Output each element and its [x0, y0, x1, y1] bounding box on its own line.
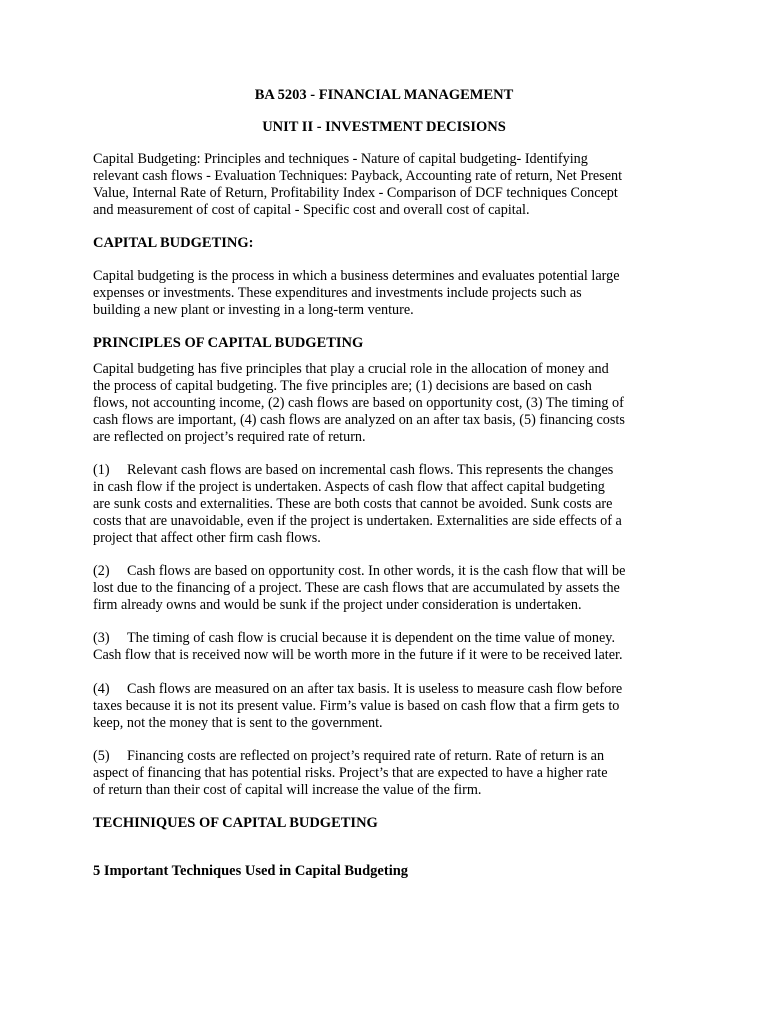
item-text: Cash flows are based on opportunity cost. In other words, it is the cash flow that will be	[127, 563, 626, 579]
text-line: keep, not the money that is sent to the government.	[93, 714, 383, 731]
text-line: the process of capital budgeting. The five principles are; (1) decisions are based on cash	[93, 377, 592, 394]
text-line: Value, Internal Rate of Return, Profitability Index - Comparison of DCF techniques Concept	[93, 184, 618, 201]
text-line: expenses or investments. These expenditures and investments include projects such as	[93, 284, 582, 301]
item-number: (1)	[93, 462, 110, 478]
text-line: aspect of financing that has potential risks. Project’s that are expected to have a higher rate	[93, 764, 608, 781]
techniques-heading: TECHINIQUES OF CAPITAL BUDGETING	[93, 815, 378, 831]
text-line: are reflected on project’s required rate of return.	[93, 428, 366, 445]
text-line: of return than their cost of capital will increase the value of the firm.	[93, 781, 482, 798]
text-line: lost due to the financing of a project. These are cash flows that are accumulated by assets the	[93, 579, 620, 596]
principle-item-1	[93, 462, 683, 547]
principle-item-2	[93, 563, 683, 614]
principles-heading: PRINCIPLES OF CAPITAL BUDGETING	[93, 335, 364, 351]
syllabus-paragraph	[93, 151, 683, 219]
document-title: BA 5203 - FINANCIAL MANAGEMENT	[254, 87, 514, 103]
text-line	[93, 748, 683, 765]
text-line: are sunk costs and externalities. These are both costs that cannot be avoided. Sunk costs are	[93, 495, 613, 512]
capital-budgeting-definition	[93, 268, 683, 319]
text-line: Cash flow that is received now will be worth more in the future if it were to be received later.	[93, 646, 623, 663]
text-line: flows, not accounting income, (2) cash flows are based on opportunity cost, (3) The timing of	[93, 394, 624, 411]
text-line: relevant cash flows - Evaluation Techniques: Payback, Accounting rate of return, Net Present	[93, 167, 623, 184]
principles-intro	[93, 361, 683, 446]
principle-item-3	[93, 630, 683, 664]
text-line: Capital budgeting has five principles that play a crucial role in the allocation of money and	[93, 361, 609, 377]
text-line	[93, 630, 683, 647]
text-line: Capital Budgeting: Principles and techniques - Nature of capital budgeting- Identifying	[93, 151, 588, 167]
text-line: Capital budgeting is the process in which a business determines and evaluates potential large	[93, 268, 620, 284]
text-line: and measurement of cost of capital - Specific cost and overall cost of capital.	[93, 201, 530, 218]
text-line: project that affect other firm cash flows.	[93, 529, 321, 546]
item-text: Financing costs are reflected on project’s required rate of return. Rate of return is an	[127, 748, 605, 764]
item-text: Relevant cash flows are based on incremental cash flows. This represents the changes	[127, 462, 614, 478]
text-line	[93, 563, 683, 580]
principle-item-5	[93, 748, 683, 799]
item-number: (3)	[93, 630, 110, 646]
text-line: costs that are unavoidable, even if the project is undertaken. Externalities are side effects of a	[93, 512, 622, 529]
principle-item-4	[93, 681, 683, 732]
text-line	[93, 681, 683, 698]
text-line: in cash flow if the project is undertaken. Aspects of cash flow that affect capital budgeting	[93, 478, 605, 495]
text-line: firm already owns and would be sunk if the project under consideration is undertaken.	[93, 596, 582, 613]
unit-title: UNIT II - INVESTMENT DECISIONS	[262, 119, 506, 135]
item-number: (2)	[93, 563, 110, 579]
item-number: (5)	[93, 748, 110, 764]
text-line	[93, 462, 683, 479]
item-text: The timing of cash flow is crucial because it is dependent on the time value of money.	[127, 630, 616, 646]
text-line: cash flows are important, (4) cash flows are analyzed on an after tax basis, (5) financing costs	[93, 411, 625, 428]
text-line: building a new plant or investing in a long-term venture.	[93, 301, 414, 318]
text-line: taxes because it is not its present value. Firm’s value is based on cash flow that a firm gets to	[93, 697, 620, 714]
item-text: Cash flows are measured on an after tax basis. It is useless to measure cash flow before	[127, 681, 623, 697]
capital-budgeting-heading: CAPITAL BUDGETING:	[93, 235, 254, 251]
techniques-subheading: 5 Important Techniques Used in Capital Budgeting	[93, 863, 409, 879]
item-number: (4)	[93, 681, 110, 697]
